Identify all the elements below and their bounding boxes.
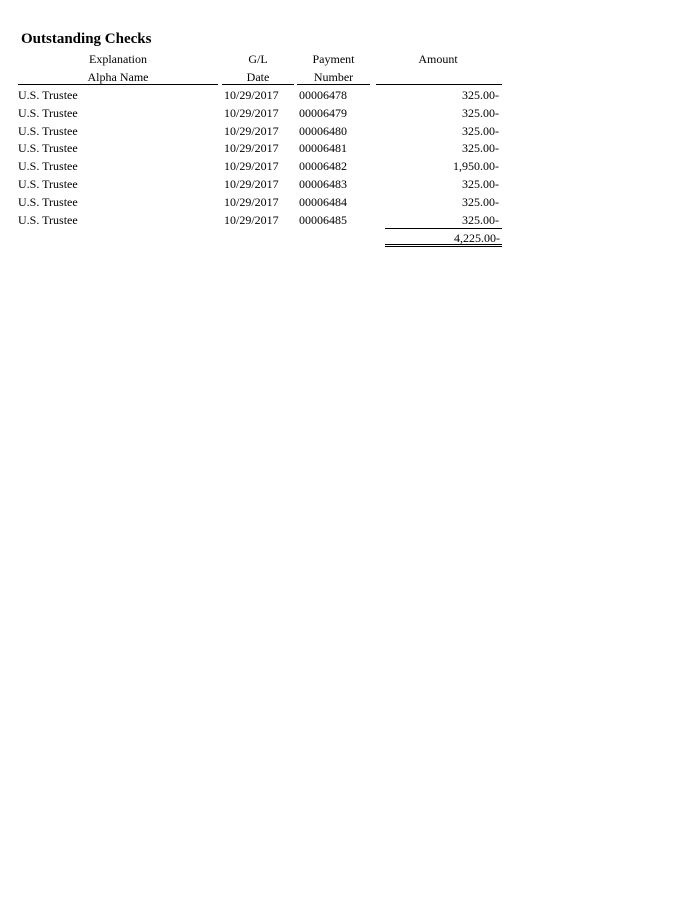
amount-cell: 325.00- (462, 212, 499, 227)
gl-date-cell: 10/29/2017 (224, 123, 279, 138)
alpha-name-cell: U.S. Trustee (18, 123, 78, 138)
amount-cell: 325.00- (462, 105, 499, 120)
header-underline-date (222, 84, 294, 85)
payment-number-cell: 00006482 (299, 159, 347, 174)
table-row (0, 88, 700, 106)
table-row (0, 141, 700, 159)
table-row (0, 177, 700, 195)
alpha-name-cell: U.S. Trustee (18, 88, 78, 102)
alpha-name-cell: U.S. Trustee (18, 141, 78, 156)
payment-number-cell: 00006481 (299, 141, 347, 156)
amount-cell: 325.00- (462, 88, 499, 102)
header-underline-name (18, 84, 218, 85)
amount-cell: 325.00- (462, 123, 499, 138)
header-underline-amount (376, 84, 502, 85)
gl-date-cell: 10/29/2017 (224, 194, 279, 209)
column-header-payment: Payment (312, 52, 355, 66)
alpha-name-cell: U.S. Trustee (18, 212, 78, 227)
amount-cell: 325.00- (462, 177, 499, 191)
payment-number-cell: 00006484 (299, 194, 347, 209)
payment-number-cell: 00006483 (299, 177, 347, 191)
payment-number-cell: 00006479 (299, 105, 347, 120)
table-row (0, 159, 700, 177)
gl-date-cell: 10/29/2017 (224, 141, 279, 156)
table-row (0, 213, 700, 231)
column-header-number: Number (313, 70, 354, 84)
column-header-explanation: Explanation (89, 52, 147, 66)
gl-date-cell: 10/29/2017 (224, 212, 279, 227)
report-title: Outstanding Checks (21, 31, 152, 47)
total-rule (385, 228, 502, 229)
amount-cell: 1,950.00- (453, 159, 499, 174)
table-row (0, 106, 700, 124)
alpha-name-cell: U.S. Trustee (18, 177, 78, 191)
alpha-name-cell: U.S. Trustee (18, 105, 78, 120)
payment-number-cell: 00006485 (299, 212, 347, 227)
total-amount: 4,225.00- (454, 231, 500, 245)
amount-cell: 325.00- (462, 141, 499, 156)
alpha-name-cell: U.S. Trustee (18, 159, 78, 174)
payment-number-cell: 00006480 (299, 123, 347, 138)
gl-date-cell: 10/29/2017 (224, 177, 279, 191)
gl-date-cell: 10/29/2017 (224, 159, 279, 174)
column-header-gl: G/L (248, 52, 268, 66)
column-header-amount: Amount (418, 52, 458, 66)
amount-cell: 325.00- (462, 194, 499, 209)
gl-date-cell: 10/29/2017 (224, 88, 279, 102)
gl-date-cell: 10/29/2017 (224, 105, 279, 120)
total-double-underline-bottom (385, 246, 502, 247)
table-row (0, 124, 700, 142)
column-header-date: Date (246, 70, 270, 84)
table-row (0, 195, 700, 213)
header-underline-payment (297, 84, 370, 85)
alpha-name-cell: U.S. Trustee (18, 194, 78, 209)
column-header-alpha-name: Alpha Name (87, 70, 149, 84)
payment-number-cell: 00006478 (299, 88, 347, 102)
total-double-underline-top (385, 244, 502, 245)
